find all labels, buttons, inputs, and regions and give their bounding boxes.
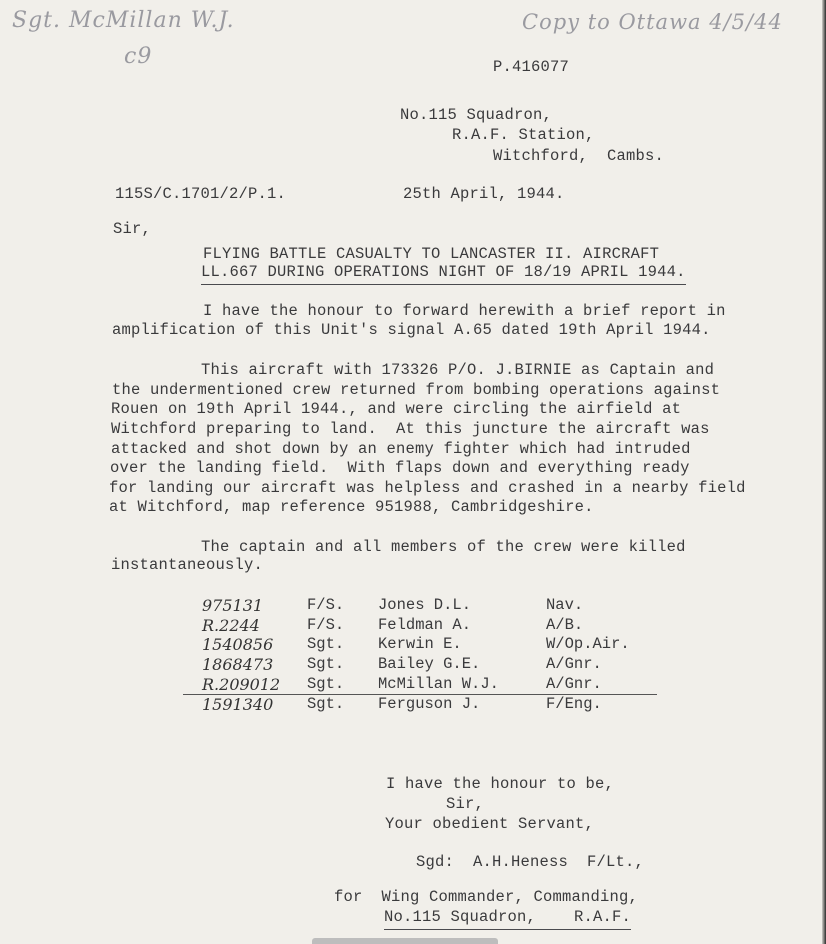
viewer-tab-strip: [312, 938, 498, 944]
subject-line2: LL.667 DURING OPERATIONS NIGHT OF 18/19 APRIL 1944.: [201, 263, 686, 285]
unit-address-line2: R.A.F. Station,: [452, 126, 595, 144]
crew-name: Jones D.L.: [378, 596, 472, 614]
crew-number: R.209012: [202, 674, 281, 694]
crew-role: Nav.: [546, 596, 584, 614]
crew-role: F/Eng.: [546, 694, 602, 713]
crew-rank: Sgt.: [307, 674, 345, 693]
file-reference: 115S/C.1701/2/P.1.: [115, 185, 287, 203]
unit-address-line1: No.115 Squadron,: [400, 106, 553, 124]
crew-name: Bailey G.E.: [378, 655, 481, 674]
crew-rank: Sgt.: [307, 694, 345, 713]
unit-signoff: No.115 Squadron, R.A.F.: [384, 908, 631, 930]
crew-number: R.2244: [202, 615, 260, 635]
closing-line2: Sir,: [446, 795, 485, 813]
crew-number: 975131: [202, 596, 264, 615]
para2-line3: Rouen on 19th April 1944., and were circling the airfield at: [111, 400, 682, 418]
crew-number: 1591340: [202, 694, 274, 714]
crew-rank: Sgt.: [307, 635, 345, 654]
crew-name: Feldman A.: [378, 615, 472, 634]
crew-role: A/Gnr.: [546, 674, 602, 693]
letter-date: 25th April, 1944.: [403, 185, 565, 203]
para2-line5: attacked and shot down by an enemy fighter which had intruded: [111, 440, 691, 458]
para1-line2: amplification of this Unit's signal A.65 dated 19th April 1944.: [112, 321, 711, 339]
unit-address-line3: Witchford, Cambs.: [493, 147, 665, 165]
crew-rank: F/S.: [307, 596, 345, 614]
crew-number: 1540856: [202, 635, 274, 655]
crew-row: [0, 596, 700, 616]
crew-role: A/B.: [546, 615, 584, 634]
salutation: Sir,: [113, 220, 152, 238]
signature-line: Sgd: A.H.Heness F/Lt.,: [416, 853, 645, 871]
crew-row: [0, 616, 700, 636]
para2-line2: the undermentioned crew returned from bombing operations against: [112, 381, 721, 399]
reference-number: P.416077: [493, 58, 570, 76]
crew-role: A/Gnr.: [546, 655, 602, 674]
para2-line6: over the landing field. With flaps down and everything ready: [110, 459, 690, 477]
handwritten-note-name: Sgt. McMillan W.J.: [12, 8, 235, 33]
para2-line1: This aircraft with 173326 P/O. J.BIRNIE as Captain and: [201, 361, 715, 379]
para2-line4: Witchford preparing to land. At this juncture the aircraft was: [111, 420, 710, 438]
crew-name: McMillan W.J.: [378, 674, 499, 693]
crew-row: [0, 655, 700, 675]
para2-line7: for landing our aircraft was helpless and crashed in a nearby field: [109, 479, 746, 497]
crew-rank: F/S.: [307, 615, 345, 634]
crew-name: Kerwin E.: [378, 635, 462, 654]
crew-number: 1868473: [202, 655, 274, 675]
subject-line1: FLYING BATTLE CASUALTY TO LANCASTER II. AIRCRAFT: [203, 245, 660, 263]
handwritten-note-code: c9: [124, 44, 153, 69]
para2-line8: at Witchford, map reference 951988, Cambridgeshire.: [109, 498, 594, 516]
closing-line3: Your obedient Servant,: [385, 815, 595, 833]
handwritten-note-copy: Copy to Ottawa 4/5/44: [522, 10, 783, 34]
para3-line2: instantaneously.: [111, 556, 264, 574]
crew-row: [0, 675, 700, 695]
para1-line1: I have the honour to forward herewith a brief report in: [203, 302, 726, 320]
for-line: for Wing Commander, Commanding,: [334, 888, 639, 906]
crew-divider: [183, 694, 657, 695]
crew-row: [0, 635, 700, 655]
para3-line1: The captain and all members of the crew were killed: [201, 538, 686, 556]
page-edge-shadow: [822, 0, 826, 944]
crew-rank: Sgt.: [307, 655, 345, 674]
crew-row: [0, 695, 700, 715]
crew-name: Ferguson J.: [378, 694, 481, 713]
closing-line1: I have the honour to be,: [386, 775, 615, 793]
crew-role: W/Op.Air.: [546, 635, 630, 654]
